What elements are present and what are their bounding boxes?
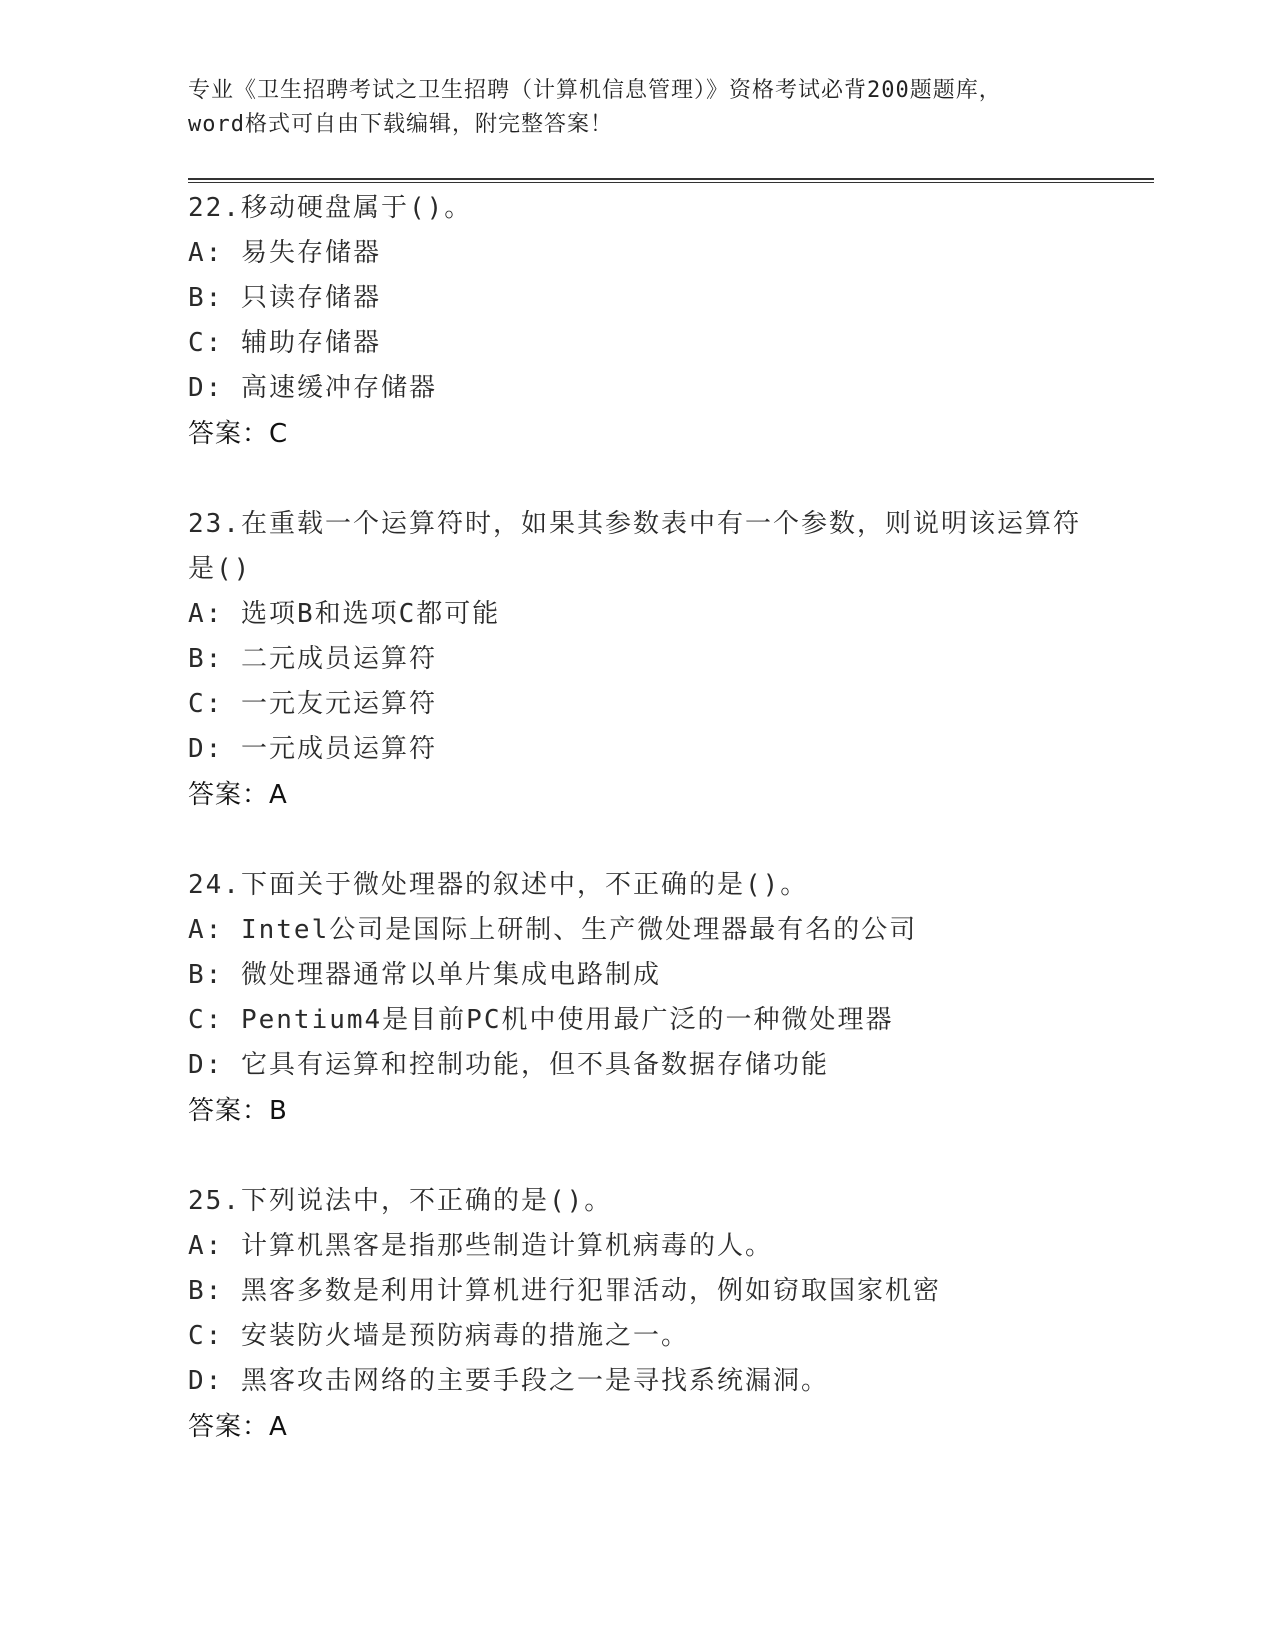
question-list bbox=[188, 186, 1088, 1495]
answer-line: 答案：C bbox=[188, 419, 289, 449]
option-d: D: 它具有运算和控制功能，但不具备数据存储功能 bbox=[188, 1050, 829, 1080]
question-text: 23.在重载一个运算符时，如果其参数表中有一个参数，则说明该运算符是() bbox=[188, 509, 1081, 584]
option-a: A: Intel公司是国际上研制、生产微处理器最有名的公司 bbox=[188, 915, 918, 945]
header-divider bbox=[188, 178, 1154, 183]
option-c: C: Pentium4是目前PC机中使用最广泛的一种微处理器 bbox=[188, 1005, 894, 1035]
question-text: 22.移动硬盘属于()。 bbox=[188, 193, 473, 223]
answer-line: 答案：A bbox=[188, 1412, 288, 1442]
header-line-1: 专业《卫生招聘考试之卫生招聘（计算机信息管理）》资格考试必背200题题库， bbox=[188, 78, 1002, 103]
option-b: B: 黑客多数是利用计算机进行犯罪活动，例如窃取国家机密 bbox=[188, 1276, 941, 1306]
option-b: B: 只读存储器 bbox=[188, 283, 381, 313]
option-b: B: 二元成员运算符 bbox=[188, 644, 437, 674]
option-a: A: 易失存储器 bbox=[188, 238, 381, 268]
header-line-2: word格式可自由下载编辑，附完整答案！ bbox=[188, 112, 613, 137]
question-text: 24.下面关于微处理器的叙述中，不正确的是()。 bbox=[188, 870, 809, 900]
document-header bbox=[188, 74, 1088, 142]
option-b: B: 微处理器通常以单片集成电路制成 bbox=[188, 960, 661, 990]
option-d: D: 一元成员运算符 bbox=[188, 734, 437, 764]
option-d: D: 高速缓冲存储器 bbox=[188, 373, 437, 403]
answer-line: 答案：A bbox=[188, 780, 288, 810]
question-text: 25.下列说法中，不正确的是()。 bbox=[188, 1186, 613, 1216]
question-24 bbox=[188, 863, 1088, 1134]
option-c: C: 辅助存储器 bbox=[188, 328, 381, 358]
question-25 bbox=[188, 1179, 1088, 1450]
question-22 bbox=[188, 186, 1088, 457]
option-a: A: 选项B和选项C都可能 bbox=[188, 599, 501, 629]
answer-line: 答案：B bbox=[188, 1096, 288, 1126]
option-a: A: 计算机黑客是指那些制造计算机病毒的人。 bbox=[188, 1231, 773, 1261]
option-c: C: 一元友元运算符 bbox=[188, 689, 437, 719]
option-d: D: 黑客攻击网络的主要手段之一是寻找系统漏洞。 bbox=[188, 1366, 829, 1396]
question-23 bbox=[188, 502, 1088, 818]
option-c: C: 安装防火墙是预防病毒的措施之一。 bbox=[188, 1321, 689, 1351]
